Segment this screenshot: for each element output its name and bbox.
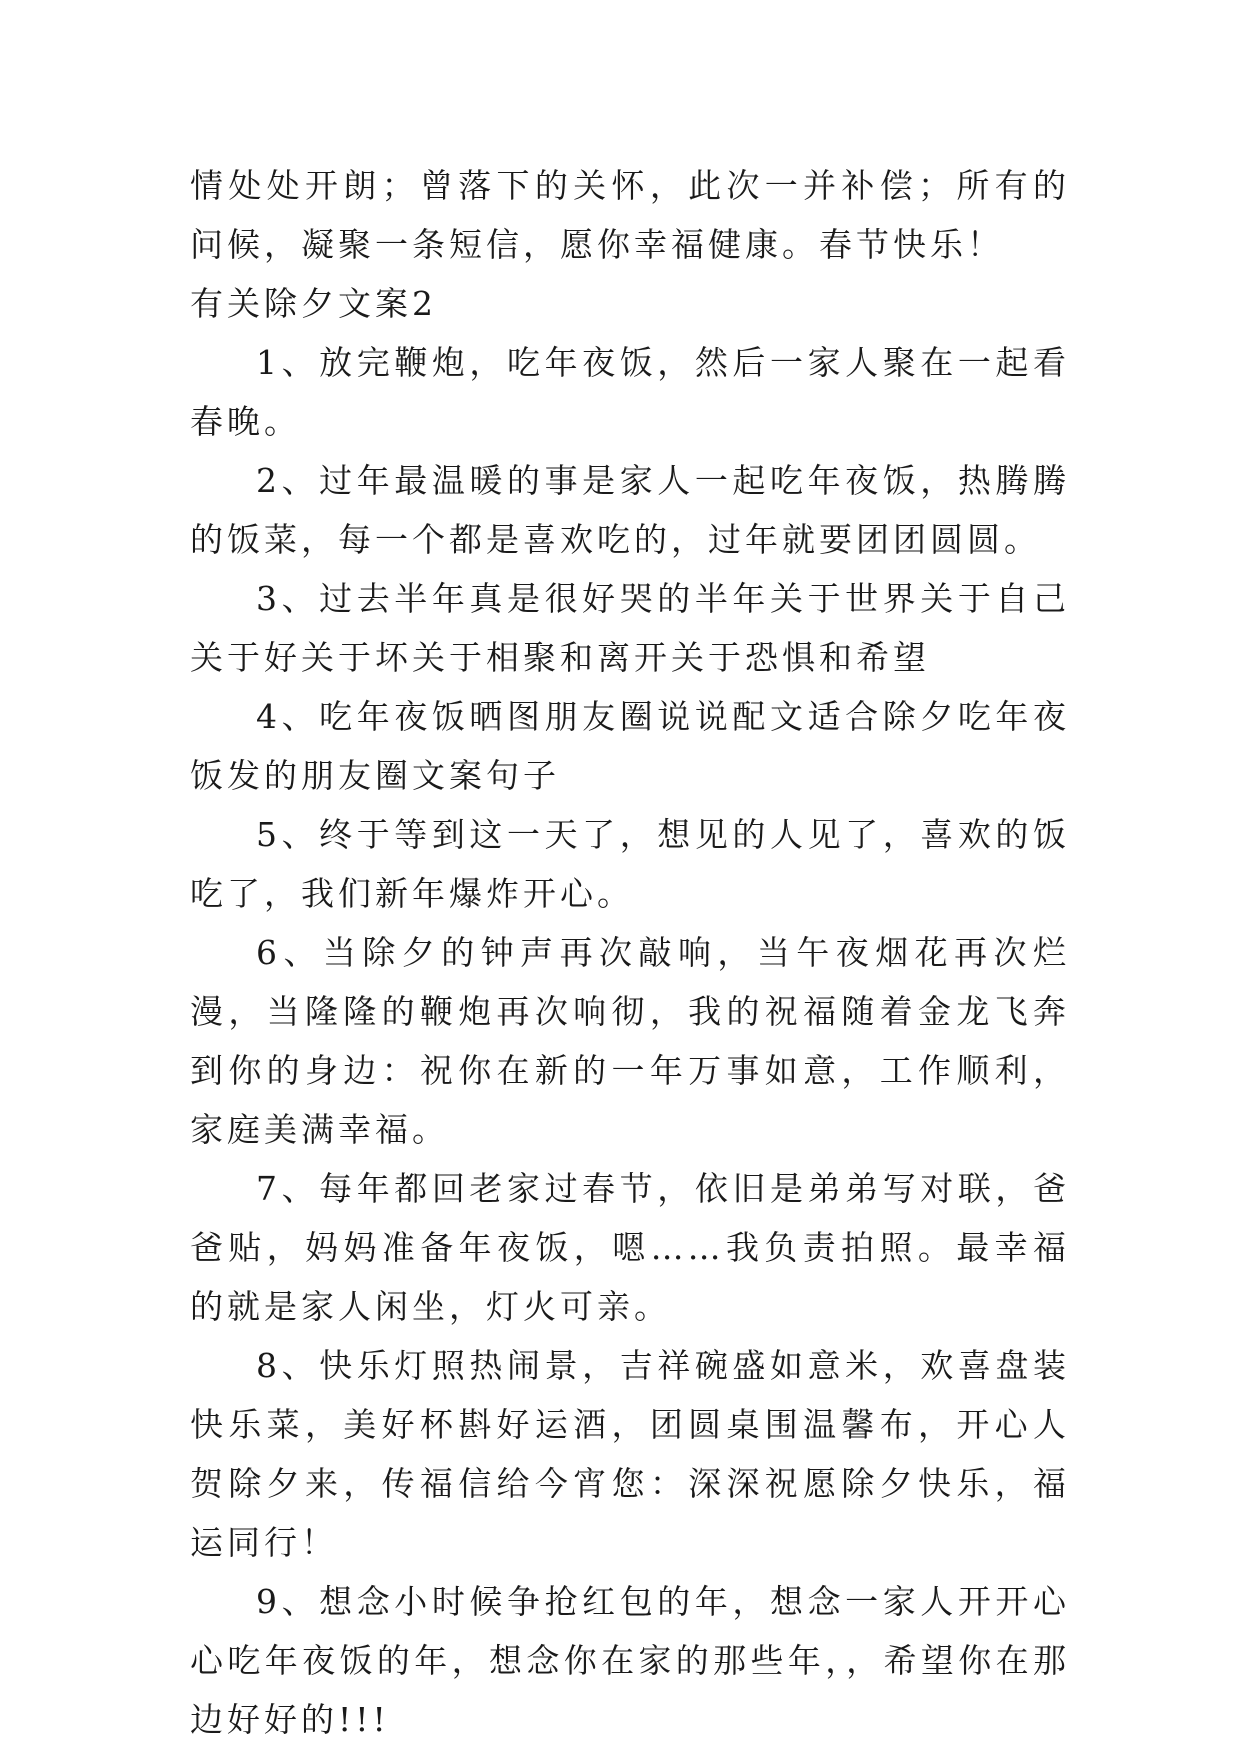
intro-paragraph: 情处处开朗；曾落下的关怀，此次一并补偿；所有的问候，凝聚一条短信，愿你幸福健康。春节快乐！ — [190, 166, 1070, 264]
list-item: 5、终于等到这一天了，想见的人见了，喜欢的饭吃了，我们新年爆炸开心。 — [190, 815, 1070, 913]
list-item: 9、想念小时候争抢红包的年，想念一家人开开心心吃年夜饭的年，想念你在家的那些年，，希望你在那边好好的!!! — [190, 1582, 1070, 1739]
list-item: 8、快乐灯照热闹景，吉祥碗盛如意米，欢喜盘装快乐菜，美好杯斟好运酒，团圆桌围温馨布，开心人贺除夕来，传福信给今宵您：深深祝愿除夕快乐，福运同行！ — [190, 1346, 1070, 1562]
list-item: 7、每年都回老家过春节，依旧是弟弟写对联，爸爸贴，妈妈准备年夜饭，嗯……我负责拍照。最幸福的就是家人闲坐，灯火可亲。 — [190, 1169, 1070, 1326]
list-item: 4、吃年夜饭晒图朋友圈说说配文适合除夕吃年夜饭发的朋友圈文案句子 — [190, 697, 1070, 795]
list-item: 3、过去半年真是很好哭的半年关于世界关于自己关于好关于坏关于相聚和离开关于恐惧和希望 — [190, 579, 1070, 677]
list-item: 1、放完鞭炮，吃年夜饭，然后一家人聚在一起看春晚。 — [190, 343, 1070, 441]
document-body — [190, 156, 1070, 1749]
section-title: 有关除夕文案2 — [190, 284, 437, 323]
list-item: 2、过年最温暖的事是家人一起吃年夜饭，热腾腾的饭菜，每一个都是喜欢吃的，过年就要团团圆圆。 — [190, 461, 1070, 559]
list-item: 6、当除夕的钟声再次敲响，当午夜烟花再次烂漫，当隆隆的鞭炮再次响彻，我的祝福随着金龙飞奔到你的身边：祝你在新的一年万事如意，工作顺利，家庭美满幸福。 — [190, 933, 1070, 1149]
